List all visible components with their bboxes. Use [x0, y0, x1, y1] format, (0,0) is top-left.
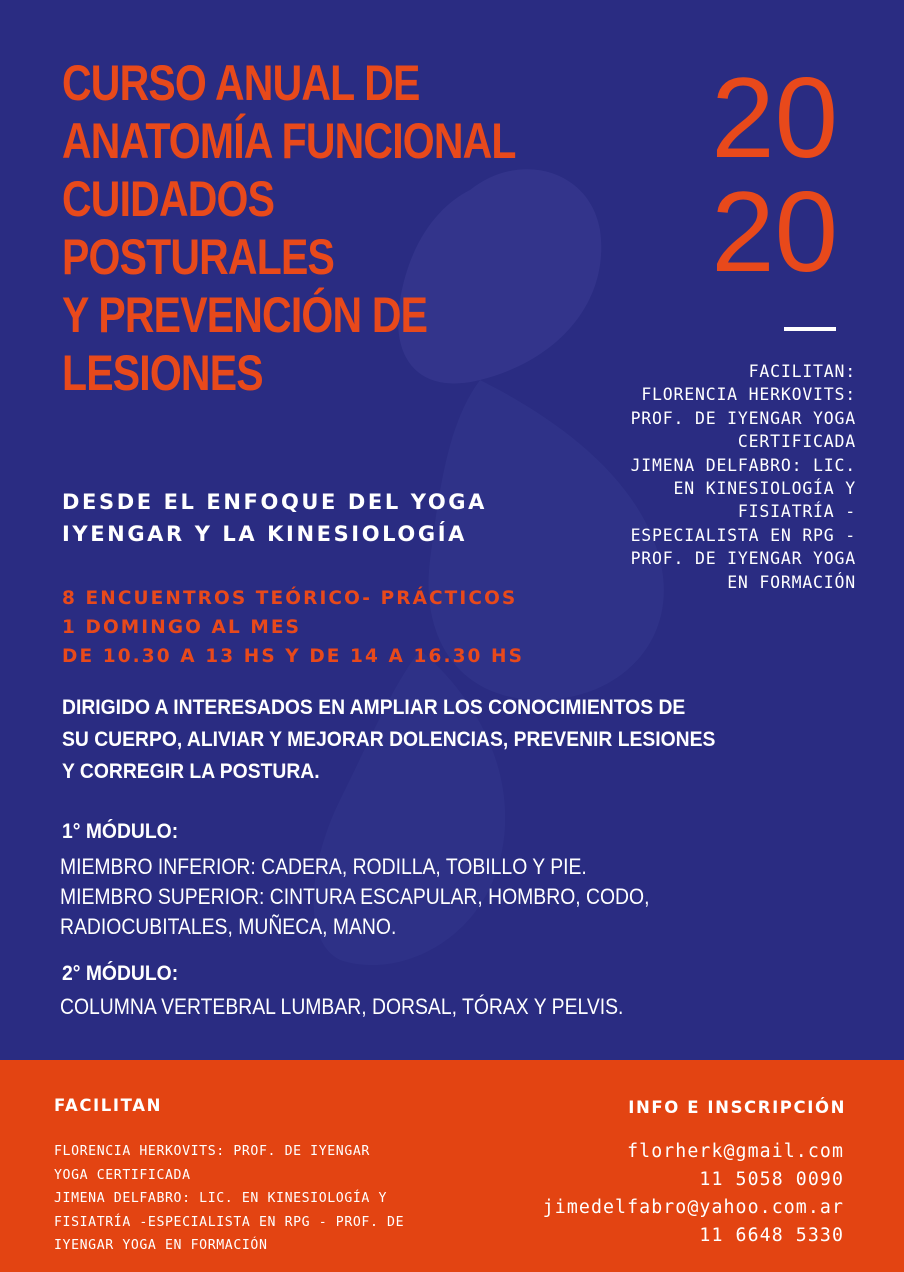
footer-facilitators — [54, 1140, 404, 1258]
subtitle-line: DESDE EL ENFOQUE DEL YOGA — [62, 490, 487, 514]
facilitator-line: FACILITAN: — [748, 362, 856, 381]
footer-facilitator-line: YOGA CERTIFICADA — [54, 1167, 191, 1183]
module-line: COLUMNA VERTEBRAL LUMBAR, DORSAL, TÓRAX Y PELVIS. — [60, 994, 624, 1019]
module-1-content — [60, 852, 649, 942]
module-2-heading: 2° MÓDULO: — [62, 962, 179, 985]
course-schedule — [62, 584, 524, 671]
contact-phone-jimena[interactable]: 11 6648 5330 — [699, 1225, 844, 1246]
audience-line: DIRIGIDO A INTERESADOS EN AMPLIAR LOS CONOCIMIENTOS DE — [62, 696, 686, 719]
footer-facilitator-line: FLORENCIA HERKOVITS: PROF. DE IYENGAR — [54, 1144, 370, 1159]
footer-facilitator-line: FISIATRÍA -ESPECIALISTA EN RPG - PROF. DE — [54, 1214, 405, 1230]
title-line: LESIONES — [62, 345, 263, 401]
subtitle-line: IYENGAR Y LA KINESIOLOGÍA — [62, 522, 467, 546]
footer-info-heading: INFO E INSCRIPCIÓN — [628, 1098, 846, 1117]
footer-facilitan-heading: FACILITAN — [54, 1096, 163, 1115]
year-divider — [784, 327, 836, 331]
title-line: CURSO ANUAL DE — [62, 55, 420, 111]
course-title — [62, 54, 516, 402]
contact-phone-florencia[interactable]: 11 5058 0090 — [699, 1169, 844, 1190]
contact-email-florencia[interactable]: florherk@gmail.com — [627, 1141, 844, 1162]
module-line: MIEMBRO SUPERIOR: CINTURA ESCAPULAR, HOMBRO, CODO, — [60, 884, 650, 909]
module-line: MIEMBRO INFERIOR: CADERA, RODILLA, TOBILLO Y PIE. — [60, 854, 587, 879]
module-line: RADIOCUBITALES, MUÑECA, MANO. — [60, 914, 397, 939]
year-line: 20 — [711, 55, 838, 182]
year-2020 — [711, 55, 838, 296]
course-subtitle — [62, 486, 487, 550]
module-2-content — [60, 992, 623, 1022]
footer-contacts — [543, 1138, 844, 1250]
year-line: 20 — [711, 169, 838, 296]
facilitator-line: CERTIFICADA — [737, 432, 856, 452]
footer-facilitator-line: JIMENA DELFABRO: LIC. EN KINESIOLOGÍA Y — [54, 1191, 388, 1206]
facilitator-line: PROF. DE IYENGAR YOGA — [630, 408, 856, 428]
schedule-line: 1 DOMINGO AL MES — [62, 617, 302, 638]
title-line: ANATOMÍA FUNCIONAL — [62, 113, 516, 169]
facilitator-line: FISIATRÍA - — [737, 502, 856, 522]
facilitators-sidebar — [556, 360, 856, 594]
footer-facilitator-line: IYENGAR YOGA EN FORMACIÓN — [54, 1238, 268, 1253]
audience-line: Y CORREGIR LA POSTURA. — [62, 760, 320, 783]
schedule-line: 8 ENCUENTROS TEÓRICO- PRÁCTICOS — [62, 588, 518, 609]
title-line: Y PREVENCIÓN DE — [62, 287, 428, 343]
facilitator-line: PROF. DE IYENGAR YOGA — [630, 549, 856, 569]
facilitator-line: FLORENCIA HERKOVITS: — [641, 385, 856, 405]
facilitator-line: JIMENA DELFABRO: LIC. — [630, 455, 856, 475]
module-1-heading: 1° MÓDULO: — [62, 820, 179, 843]
title-line: POSTURALES — [62, 229, 334, 285]
facilitator-line: EN FORMACIÓN — [727, 572, 856, 592]
target-audience — [62, 692, 715, 788]
title-line: CUIDADOS — [62, 171, 275, 227]
contact-email-jimena[interactable]: jimedelfabro@yahoo.com.ar — [542, 1197, 844, 1218]
schedule-line: DE 10.30 A 13 HS Y DE 14 A 16.30 HS — [62, 646, 525, 667]
facilitator-line: ESPECIALISTA EN RPG - — [630, 525, 856, 545]
facilitator-line: EN KINESIOLOGÍA Y — [673, 479, 856, 499]
audience-line: SU CUERPO, ALIVIAR Y MEJORAR DOLENCIAS, PREVENIR LESIONES — [62, 728, 716, 751]
